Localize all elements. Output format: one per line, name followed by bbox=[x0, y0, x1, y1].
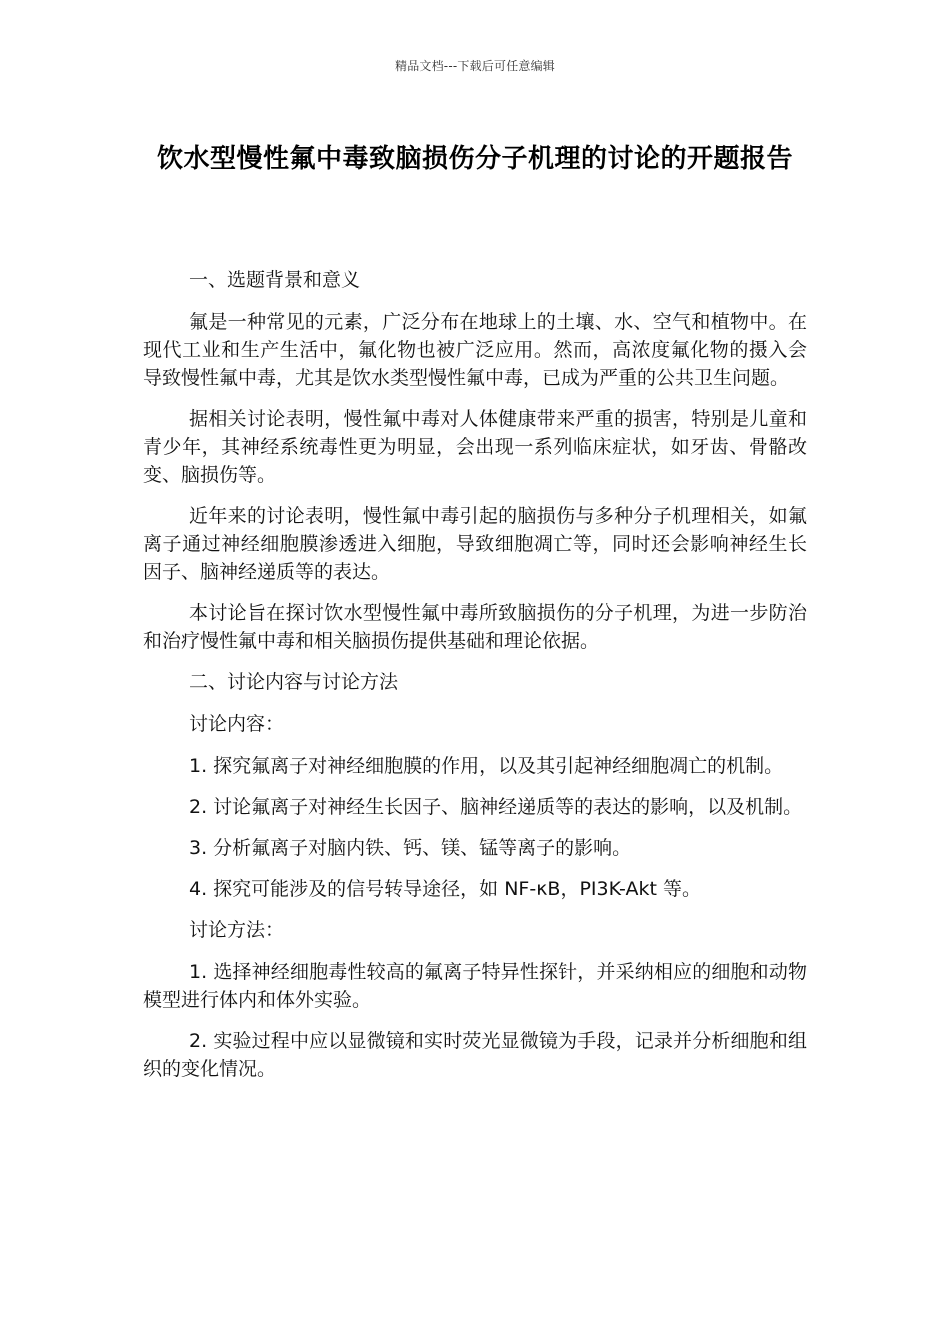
header-note: 精品文档---下载后可任意编辑 bbox=[395, 59, 555, 73]
paragraph: 氟是一种常见的元素，广泛分布在地球上的土壤、水、空气和植物中。在现代工业和生产生活中，氟化物也被广泛应用。然而，高浓度氟化物的摄入会导致慢性氟中毒，尤其是饮水类型慢性氟中毒，已成为严重的公共卫生问题。 bbox=[143, 311, 807, 389]
paragraph: 本讨论旨在探讨饮水型慢性氟中毒所致脑损伤的分子机理，为进一步防治和治疗慢性氟中毒和相关脑损伤提供基础和理论依据。 bbox=[143, 602, 807, 652]
section-heading-content-methods: 二、讨论内容与讨论方法 bbox=[189, 671, 399, 693]
method-item: 1. 选择神经细胞毒性较高的氟离子特异性探针，并采纳相应的细胞和动物模型进行体内和体外实验。 bbox=[143, 961, 807, 1011]
content-label: 讨论内容： bbox=[189, 713, 285, 735]
method-item: 2. 实验过程中应以显微镜和实时荧光显微镜为手段，记录并分析细胞和组织的变化情况。 bbox=[143, 1030, 807, 1080]
content-item: 2. 讨论氟离子对神经生长因子、脑神经递质等的表达的影响，以及机制。 bbox=[189, 796, 803, 818]
content-item: 3. 分析氟离子对脑内铁、钙、镁、锰等离子的影响。 bbox=[189, 837, 632, 859]
paragraph: 据相关讨论表明，慢性氟中毒对人体健康带来严重的损害，特别是儿童和青少年，其神经系统毒性更为明显，会出现一系列临床症状，如牙齿、骨骼改变、脑损伤等。 bbox=[143, 408, 807, 486]
document-title: 饮水型慢性氟中毒致脑损伤分子机理的讨论的开题报告 bbox=[156, 144, 793, 174]
section-heading-background: 一、选题背景和意义 bbox=[189, 269, 361, 291]
paragraph: 近年来的讨论表明，慢性氟中毒引起的脑损伤与多种分子机理相关，如氟离子通过神经细胞膜渗透进入细胞，导致细胞凋亡等，同时还会影响神经生长因子、脑神经递质等的表达。 bbox=[143, 505, 807, 583]
methods-label: 讨论方法： bbox=[189, 919, 285, 941]
content-item: 4. 探究可能涉及的信号转导途径，如 NF-κB，PI3K-Akt 等。 bbox=[189, 878, 701, 900]
document-body bbox=[143, 266, 807, 1096]
content-item: 1. 探究氟离子对神经细胞膜的作用，以及其引起神经细胞凋亡的机制。 bbox=[189, 755, 784, 777]
